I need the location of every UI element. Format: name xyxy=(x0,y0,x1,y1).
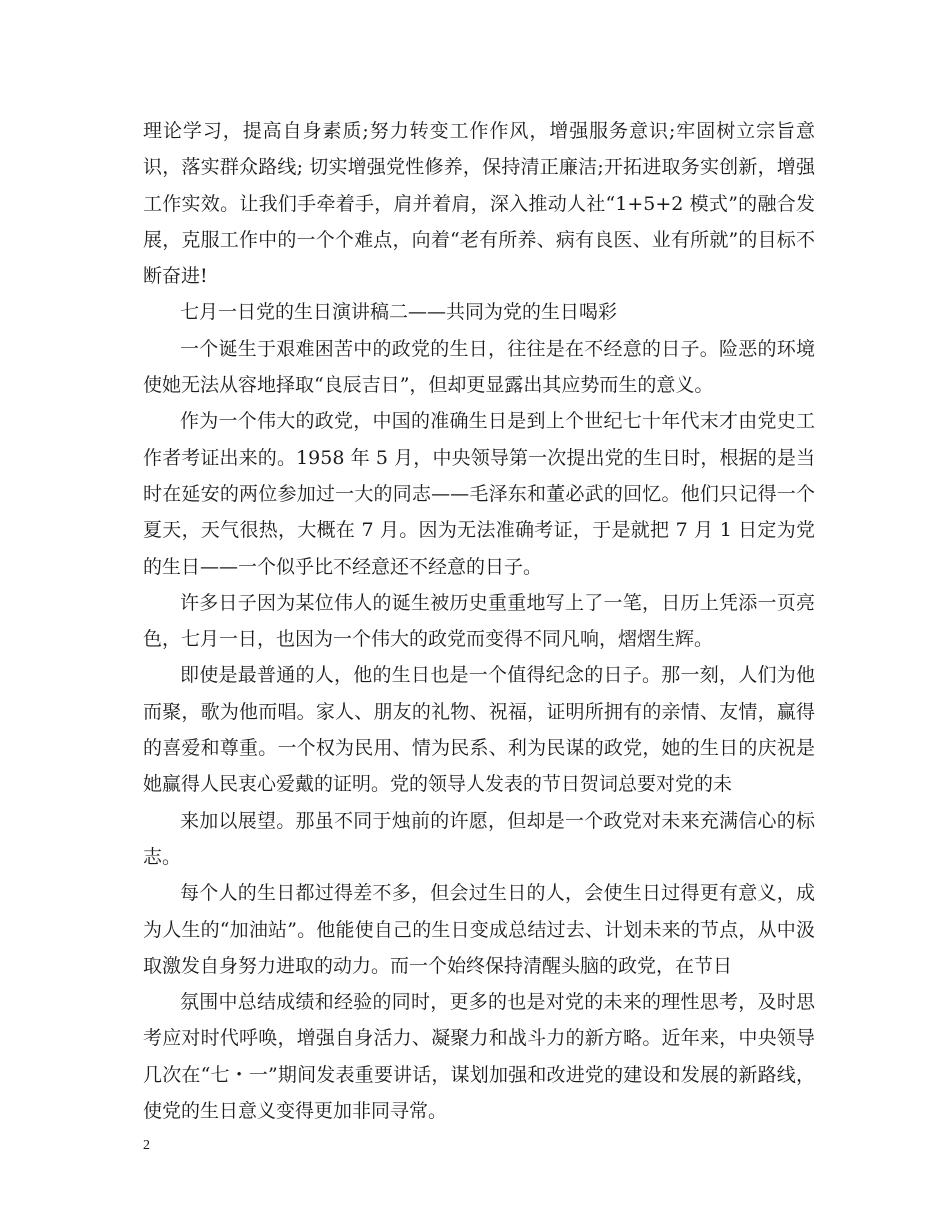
paragraph-7: 来加以展望。那虽不同于烛前的许愿，但却是一个政党对未来充满信心的标志。 xyxy=(143,809,815,868)
paragraph-6: 即使是最普通的人，他的生日也是一个值得纪念的日子。那一刻，人们为他而聚，歌为他而唱。家人、朋友的礼物、祝福，证明所拥有的亲情、友情，赢得的喜爱和尊重。一个权为民用、情为民系、利为民谋的政党，她的生日的庆祝是她赢得人民衷心爱戴的证明。党的领导人发表的节日贺词总要对党的未 xyxy=(143,664,815,796)
paragraph-1: 理论学习，提高自身素质;努力转变工作作风，增强服务意识;牢固树立宗旨意识，落实群众路线; 切实增强党性修养，保持清正廉洁;开拓进取务实创新，增强工作实效。让我们手牵着手，肩并着肩，深入推动人社“1+5+2 模式”的融合发展，克服工作中的一个个难点，向着“老有所养、病有良医、业有所就”的目标不断奋进! xyxy=(143,120,815,288)
paragraph-4: 作为一个伟大的政党，中国的准确生日是到上个世纪七十年代末才由党史工作者考证出来的。1958 年 5 月，中央领导第一次提出党的生日时，根据的是当时在延安的两位参加过一大的同志——毛泽东和董必武的回忆。他们只记得一个夏天，天气很热，大概在 7 月。因为无法准确考证，于是就把 7 月 1 日定为党的生日——一个似乎比不经意还不经意的日子。 xyxy=(143,410,815,578)
page-number: 2 xyxy=(143,1138,150,1153)
paragraph-9: 氛围中总结成绩和经验的同时，更多的也是对党的未来的理性思考，及时思考应对时代呼唤，增强自身活力、凝聚力和战斗力的新方略。近年来，中央领导几次在“七・一”期间发表重要讲话，谋划加强和改进党的建设和发展的新路线，使党的生日意义变得更加非同寻常。 xyxy=(143,991,815,1123)
document-body xyxy=(143,113,815,1129)
section-heading: 七月一日党的生日演讲稿二——共同为党的生日喝彩 xyxy=(180,301,618,324)
paragraph-8: 每个人的生日都过得差不多，但会过生日的人，会使生日过得更有意义，成为人生的“加油站”。他能使自己的生日变成总结过去、计划未来的节点，从中汲取激发自身努力进取的动力。而一个始终保持清醒头脑的政党，在节日 xyxy=(143,882,815,977)
paragraph-3: 一个诞生于艰难困苦中的政党的生日，往往是在不经意的日子。险恶的环境使她无法从容地择取“良辰吉日”，但却更显露出其应势而生的意义。 xyxy=(143,337,815,397)
paragraph-5: 许多日子因为某位伟人的诞生被历史重重地写上了一笔，日历上凭添一页亮色，七月一日，也因为一个伟大的政党而变得不同凡响，熠熠生辉。 xyxy=(143,591,815,651)
